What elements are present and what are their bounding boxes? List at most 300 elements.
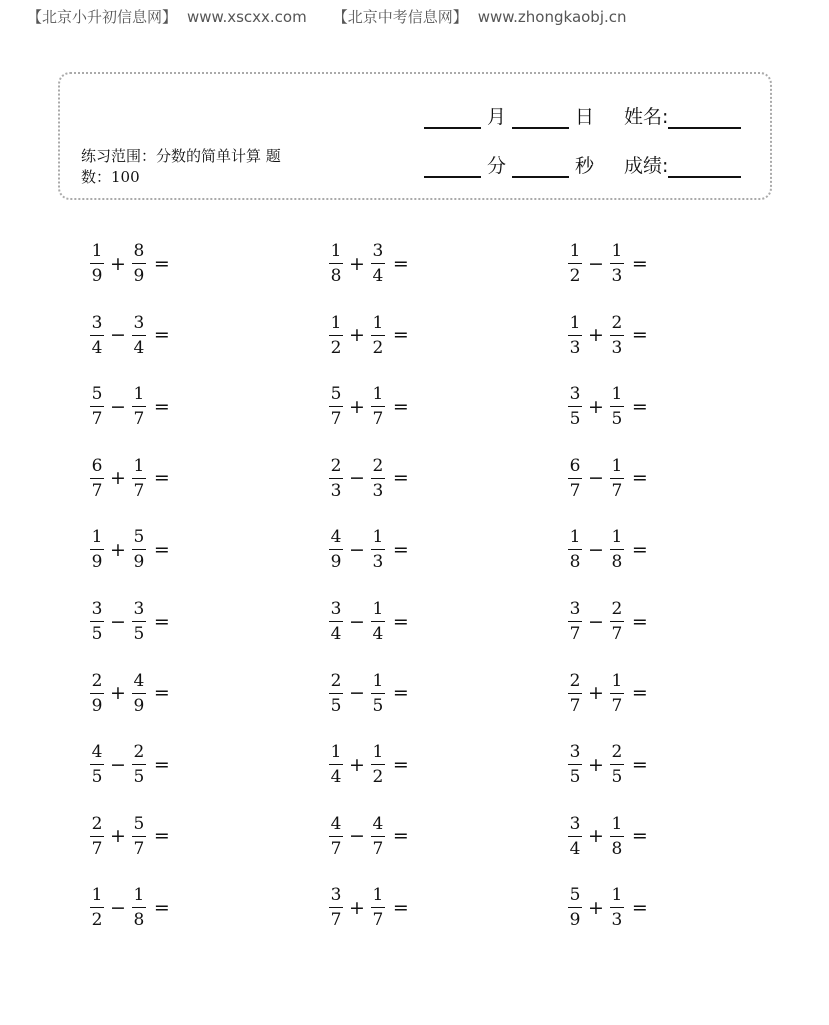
operator: −: [110, 610, 126, 633]
operator: −: [110, 395, 126, 418]
numerator: 2: [611, 742, 623, 763]
fraction-bar: [329, 764, 343, 765]
denominator: 2: [372, 767, 384, 788]
numerator: 1: [330, 742, 342, 763]
denominator: 7: [569, 695, 581, 716]
numerator: 1: [372, 742, 384, 763]
denominator: 3: [569, 337, 581, 358]
numerator: 4: [91, 742, 103, 763]
denominator: 2: [91, 910, 103, 931]
second-fraction: [610, 241, 624, 286]
numerator: 1: [569, 527, 581, 548]
second-label: 秒: [575, 155, 595, 177]
operator: −: [349, 682, 365, 705]
fraction-bar: [329, 478, 343, 479]
equals-sign: =: [392, 252, 409, 275]
denominator: 5: [330, 695, 342, 716]
first-fraction: [568, 456, 582, 501]
second-fraction: [371, 384, 385, 429]
denominator: 7: [330, 838, 342, 859]
second-fraction: [132, 671, 146, 716]
second-fraction: [371, 599, 385, 644]
fraction-bar: [610, 764, 624, 765]
numerator: 1: [372, 599, 384, 619]
first-fraction: [568, 742, 582, 787]
problem-item: [568, 241, 648, 286]
denominator: 3: [611, 266, 623, 286]
problem-item: [90, 814, 170, 859]
problem-item: [329, 313, 409, 358]
equals-sign: =: [153, 682, 170, 705]
second-fraction: [132, 313, 146, 358]
fraction-bar: [132, 549, 146, 550]
second-fraction: [371, 313, 385, 358]
first-fraction: [329, 814, 343, 859]
numerator: 1: [611, 813, 623, 834]
first-fraction: [329, 527, 343, 572]
second-fraction: [610, 456, 624, 501]
denominator: 7: [133, 838, 145, 859]
operator: +: [588, 324, 604, 347]
operator: +: [349, 395, 365, 418]
numerator: 1: [372, 885, 384, 906]
score-blank[interactable]: [668, 156, 741, 178]
operator: −: [110, 324, 126, 347]
equals-sign: =: [392, 395, 409, 418]
denominator: 9: [133, 695, 145, 716]
numerator: 3: [91, 599, 103, 619]
first-fraction: [568, 384, 582, 429]
equals-sign: =: [631, 825, 648, 848]
numerator: 4: [133, 670, 145, 691]
second-fraction: [132, 384, 146, 429]
denominator: 5: [91, 767, 103, 788]
numerator: 2: [611, 312, 623, 333]
fraction-bar: [610, 263, 624, 264]
fraction-bar: [132, 621, 146, 622]
name-blank[interactable]: [668, 107, 741, 129]
first-fraction: [329, 885, 343, 930]
operator: +: [588, 395, 604, 418]
first-fraction: [90, 885, 104, 930]
operator: +: [349, 324, 365, 347]
numerator: 1: [611, 670, 623, 691]
denominator: 9: [133, 552, 145, 573]
second-fraction: [132, 527, 146, 572]
numerator: 1: [372, 527, 384, 548]
first-fraction: [329, 384, 343, 429]
equals-sign: =: [392, 538, 409, 561]
fraction-bar: [329, 406, 343, 407]
numerator: 1: [611, 527, 623, 548]
operator: −: [588, 252, 604, 275]
fraction-bar: [132, 263, 146, 264]
fraction-bar: [90, 764, 104, 765]
operator: −: [588, 610, 604, 633]
problem-item: [329, 599, 409, 644]
fraction-bar: [132, 907, 146, 908]
date-name-row: [424, 102, 741, 129]
numerator: 2: [330, 455, 342, 476]
operator: +: [588, 753, 604, 776]
denominator: 7: [569, 624, 581, 644]
numerator: 1: [372, 384, 384, 405]
numerator: 3: [133, 599, 145, 619]
first-fraction: [90, 671, 104, 716]
equals-sign: =: [392, 324, 409, 347]
practice-range-line1: 练习范围：分数的简单计算 题: [81, 147, 281, 165]
numerator: 5: [133, 813, 145, 834]
numerator: 1: [91, 527, 103, 548]
problem-item: [329, 885, 409, 930]
problem-item: [329, 814, 409, 859]
operator: +: [349, 252, 365, 275]
problem-item: [90, 241, 170, 286]
day-label: 日: [575, 106, 595, 128]
equals-sign: =: [153, 252, 170, 275]
first-fraction: [568, 671, 582, 716]
equals-sign: =: [153, 825, 170, 848]
fraction-bar: [329, 263, 343, 264]
fraction-bar: [371, 478, 385, 479]
operator: −: [349, 538, 365, 561]
denominator: 5: [611, 409, 623, 430]
fraction-bar: [610, 836, 624, 837]
operator: +: [110, 825, 126, 848]
denominator: 7: [91, 409, 103, 430]
fraction-bar: [568, 549, 582, 550]
numerator: 3: [372, 241, 384, 261]
fraction-bar: [610, 406, 624, 407]
first-fraction: [568, 599, 582, 644]
denominator: 9: [91, 695, 103, 716]
second-fraction: [610, 313, 624, 358]
numerator: 3: [569, 742, 581, 763]
fraction-bar: [610, 478, 624, 479]
denominator: 4: [330, 767, 342, 788]
numerator: 1: [569, 312, 581, 333]
operator: −: [588, 467, 604, 490]
second-fraction: [610, 671, 624, 716]
problem-item: [329, 241, 409, 286]
denominator: 9: [569, 910, 581, 931]
fraction-bar: [90, 478, 104, 479]
problem-count: 100: [111, 168, 140, 186]
denominator: 5: [133, 624, 145, 644]
equals-sign: =: [631, 682, 648, 705]
numerator: 2: [330, 670, 342, 691]
time-score-row: [424, 151, 741, 178]
practice-range-line2: [81, 167, 331, 188]
problem-item: [329, 671, 409, 716]
month-label: 月: [487, 106, 507, 128]
denominator: 8: [330, 266, 342, 286]
first-fraction: [329, 313, 343, 358]
second-fraction: [371, 456, 385, 501]
fraction-bar: [90, 335, 104, 336]
site2-url[interactable]: www.zhongkaobj.cn: [477, 8, 627, 26]
equals-sign: =: [631, 610, 648, 633]
first-fraction: [90, 814, 104, 859]
numerator: 6: [91, 455, 103, 476]
equals-sign: =: [631, 252, 648, 275]
fraction-bar: [90, 907, 104, 908]
equals-sign: =: [392, 753, 409, 776]
problem-item: [568, 599, 648, 644]
site1-name: 【北京小升初信息网】: [27, 8, 178, 26]
denominator: 7: [611, 624, 623, 644]
fraction-bar: [568, 263, 582, 264]
first-fraction: [90, 384, 104, 429]
problem-item: [90, 671, 170, 716]
second-fraction: [371, 885, 385, 930]
numerator: 2: [372, 455, 384, 476]
numerator: 1: [330, 241, 342, 261]
numerator: 3: [569, 813, 581, 834]
equals-sign: =: [153, 610, 170, 633]
operator: +: [110, 682, 126, 705]
fraction-bar: [610, 907, 624, 908]
denominator: 5: [372, 695, 384, 716]
fraction-bar: [132, 764, 146, 765]
problem-item: [568, 313, 648, 358]
denominator: 3: [372, 552, 384, 573]
denominator: 4: [372, 624, 384, 644]
second-fraction: [610, 599, 624, 644]
first-fraction: [329, 456, 343, 501]
score-label: 成绩:: [624, 155, 669, 177]
denominator: 4: [133, 337, 145, 358]
fraction-bar: [371, 693, 385, 694]
first-fraction: [329, 599, 343, 644]
second-fraction: [610, 527, 624, 572]
equals-sign: =: [153, 467, 170, 490]
fraction-bar: [90, 549, 104, 550]
fraction-bar: [132, 836, 146, 837]
operator: −: [110, 896, 126, 919]
first-fraction: [90, 313, 104, 358]
site2-name: 【北京中考信息网】: [332, 8, 468, 26]
denominator: 7: [133, 409, 145, 430]
operator: −: [349, 467, 365, 490]
problem-item: [568, 742, 648, 787]
fraction-bar: [90, 406, 104, 407]
second-fraction: [610, 885, 624, 930]
numerator: 1: [372, 312, 384, 333]
numerator: 1: [611, 384, 623, 405]
fraction-bar: [371, 907, 385, 908]
fraction-bar: [90, 621, 104, 622]
numerator: 1: [611, 241, 623, 261]
fraction-bar: [132, 693, 146, 694]
month-blank[interactable]: [424, 107, 481, 129]
second-fraction: [610, 384, 624, 429]
fraction-bar: [329, 836, 343, 837]
fraction-bar: [329, 693, 343, 694]
second-fraction: [132, 885, 146, 930]
fraction-bar: [329, 621, 343, 622]
equals-sign: =: [392, 825, 409, 848]
problem-item: [568, 671, 648, 716]
fraction-bar: [568, 478, 582, 479]
numerator: 3: [91, 312, 103, 333]
minute-blank[interactable]: [424, 156, 481, 178]
denominator: 4: [372, 266, 384, 286]
fraction-bar: [132, 335, 146, 336]
fraction-bar: [568, 335, 582, 336]
count-prefix: 数：: [81, 168, 112, 186]
denominator: 2: [569, 266, 581, 286]
fraction-bar: [329, 907, 343, 908]
problem-item: [329, 456, 409, 501]
numerator: 1: [611, 455, 623, 476]
fraction-bar: [568, 693, 582, 694]
numerator: 4: [330, 813, 342, 834]
denominator: 3: [330, 480, 342, 501]
fraction-bar: [329, 335, 343, 336]
first-fraction: [90, 456, 104, 501]
operator: −: [349, 610, 365, 633]
fraction-bar: [132, 478, 146, 479]
denominator: 9: [91, 552, 103, 573]
first-fraction: [568, 313, 582, 358]
day-blank[interactable]: [512, 107, 569, 129]
operator: −: [349, 825, 365, 848]
fraction-bar: [371, 549, 385, 550]
first-fraction: [90, 599, 104, 644]
numerator: 5: [91, 384, 103, 405]
fraction-bar: [610, 693, 624, 694]
equals-sign: =: [631, 753, 648, 776]
numerator: 4: [330, 527, 342, 548]
first-fraction: [568, 527, 582, 572]
fraction-bar: [610, 335, 624, 336]
first-fraction: [329, 742, 343, 787]
denominator: 4: [91, 337, 103, 358]
problem-item: [90, 599, 170, 644]
problem-item: [90, 384, 170, 429]
problem-item: [568, 527, 648, 572]
second-fraction: [132, 814, 146, 859]
second-fraction: [132, 241, 146, 286]
denominator: 5: [133, 767, 145, 788]
fraction-bar: [329, 549, 343, 550]
fraction-bar: [90, 836, 104, 837]
denominator: 3: [611, 337, 623, 358]
fraction-bar: [371, 764, 385, 765]
site1-url[interactable]: www.xscxx.com: [187, 8, 307, 26]
second-fraction: [371, 671, 385, 716]
denominator: 7: [330, 910, 342, 931]
fraction-bar: [568, 907, 582, 908]
denominator: 9: [133, 266, 145, 286]
top-banner: [27, 6, 627, 27]
denominator: 3: [611, 910, 623, 931]
numerator: 1: [133, 885, 145, 906]
problem-item: [568, 885, 648, 930]
fraction-bar: [610, 549, 624, 550]
operator: +: [110, 252, 126, 275]
first-fraction: [329, 671, 343, 716]
numerator: 1: [569, 241, 581, 261]
first-fraction: [568, 885, 582, 930]
problem-item: [568, 384, 648, 429]
denominator: 4: [569, 838, 581, 859]
operator: +: [349, 896, 365, 919]
denominator: 3: [372, 480, 384, 501]
second-blank[interactable]: [512, 156, 569, 178]
problem-item: [90, 313, 170, 358]
numerator: 3: [569, 384, 581, 405]
first-fraction: [329, 241, 343, 286]
fraction-bar: [568, 406, 582, 407]
operator: +: [588, 682, 604, 705]
problem-item: [329, 384, 409, 429]
numerator: 1: [372, 670, 384, 691]
numerator: 1: [133, 455, 145, 476]
second-fraction: [610, 742, 624, 787]
problem-item: [329, 527, 409, 572]
denominator: 7: [91, 480, 103, 501]
denominator: 7: [611, 480, 623, 501]
equals-sign: =: [153, 395, 170, 418]
denominator: 8: [611, 838, 623, 859]
equals-sign: =: [392, 682, 409, 705]
denominator: 5: [611, 767, 623, 788]
denominator: 8: [569, 552, 581, 573]
practice-range: [81, 146, 331, 188]
equals-sign: =: [631, 896, 648, 919]
denominator: 2: [330, 337, 342, 358]
operator: +: [588, 896, 604, 919]
numerator: 3: [330, 885, 342, 906]
equals-sign: =: [153, 538, 170, 561]
denominator: 8: [611, 552, 623, 573]
second-fraction: [371, 742, 385, 787]
second-fraction: [371, 241, 385, 286]
equals-sign: =: [153, 753, 170, 776]
operator: −: [588, 538, 604, 561]
second-fraction: [132, 456, 146, 501]
second-fraction: [610, 814, 624, 859]
operator: +: [588, 825, 604, 848]
problem-item: [90, 456, 170, 501]
equals-sign: =: [631, 324, 648, 347]
second-fraction: [371, 814, 385, 859]
problem-item: [568, 456, 648, 501]
numerator: 1: [91, 241, 103, 261]
first-fraction: [568, 241, 582, 286]
denominator: 7: [372, 910, 384, 931]
equals-sign: =: [392, 896, 409, 919]
operator: +: [349, 753, 365, 776]
fraction-bar: [371, 836, 385, 837]
first-fraction: [90, 742, 104, 787]
equals-sign: =: [631, 467, 648, 490]
numerator: 3: [330, 599, 342, 619]
equals-sign: =: [153, 324, 170, 347]
fraction-bar: [90, 263, 104, 264]
denominator: 7: [611, 695, 623, 716]
equals-sign: =: [631, 395, 648, 418]
first-fraction: [90, 527, 104, 572]
second-fraction: [132, 599, 146, 644]
operator: +: [110, 467, 126, 490]
fraction-bar: [568, 836, 582, 837]
numerator: 2: [569, 670, 581, 691]
second-fraction: [132, 742, 146, 787]
problem-item: [90, 885, 170, 930]
